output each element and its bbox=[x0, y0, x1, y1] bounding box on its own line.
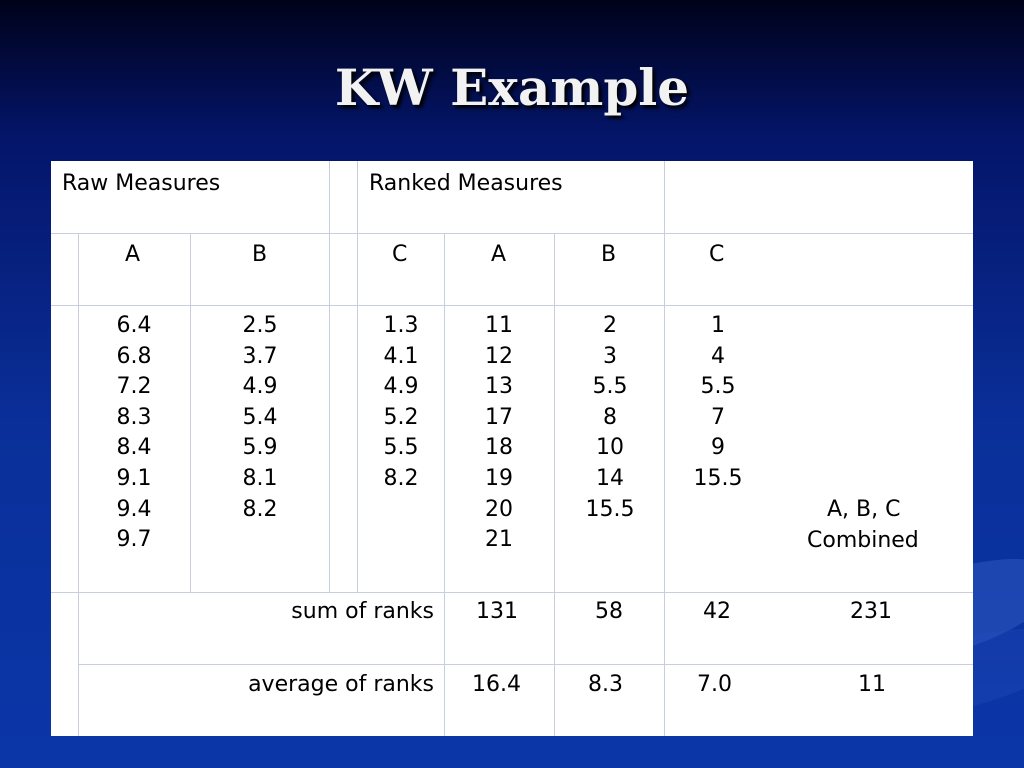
cell: 6.8 bbox=[116, 343, 152, 369]
cell: 20 bbox=[485, 496, 513, 522]
cell: 1.3 bbox=[383, 313, 419, 338]
cell: 5.5 bbox=[383, 435, 419, 461]
cell: 9 bbox=[711, 435, 725, 461]
cell: 8 bbox=[603, 404, 617, 430]
sum-combined: 231 bbox=[850, 599, 892, 624]
avg-combined: 11 bbox=[858, 672, 886, 697]
column-header-rank-c: C bbox=[709, 242, 725, 267]
header-raw-measures: Raw Measures bbox=[62, 171, 221, 196]
cell: 11 bbox=[485, 313, 513, 338]
rank-c-values bbox=[685, 311, 751, 495]
grid-line bbox=[51, 305, 973, 306]
cell: 9.1 bbox=[116, 465, 152, 491]
cell: 7.2 bbox=[116, 374, 152, 400]
cell: 8.1 bbox=[242, 465, 278, 491]
grid-line bbox=[554, 233, 555, 736]
column-header-raw-b: B bbox=[252, 242, 268, 267]
cell: 9.7 bbox=[116, 527, 152, 553]
combined-label: Combined bbox=[807, 528, 919, 553]
grid-line bbox=[357, 161, 358, 592]
cell: 5.5 bbox=[700, 374, 736, 400]
cell: 15.5 bbox=[693, 465, 743, 491]
rank-a-values bbox=[471, 311, 527, 556]
grid-line bbox=[51, 592, 973, 593]
cell: 5.2 bbox=[383, 404, 419, 430]
column-header-rank-b: B bbox=[601, 242, 617, 267]
cell: 8.2 bbox=[383, 465, 419, 491]
avg-a: 16.4 bbox=[472, 672, 521, 697]
average-of-ranks-label: average of ranks bbox=[248, 672, 434, 697]
cell: 15.5 bbox=[585, 496, 635, 522]
cell: 3 bbox=[603, 343, 617, 369]
cell: 4.9 bbox=[383, 374, 419, 400]
column-header-raw-c: C bbox=[392, 242, 408, 267]
cell: 5.9 bbox=[242, 435, 278, 461]
cell: 5.5 bbox=[592, 374, 628, 400]
cell: 12 bbox=[485, 343, 513, 369]
raw-a-values bbox=[108, 311, 160, 556]
cell: 8.4 bbox=[116, 435, 152, 461]
column-header-rank-a: A bbox=[491, 242, 507, 267]
cell: 9.4 bbox=[116, 496, 152, 522]
column-header-raw-a: A bbox=[125, 242, 141, 267]
cell: 19 bbox=[485, 465, 513, 491]
raw-b-values bbox=[234, 311, 286, 525]
grid-line bbox=[444, 233, 445, 736]
sum-c: 42 bbox=[703, 599, 731, 624]
cell: 13 bbox=[485, 374, 513, 400]
cell: 4.9 bbox=[242, 374, 278, 400]
sum-b: 58 bbox=[595, 599, 623, 624]
cell: 8.3 bbox=[116, 404, 152, 430]
raw-c-values bbox=[375, 311, 427, 495]
avg-b: 8.3 bbox=[588, 672, 623, 697]
cell: 17 bbox=[485, 404, 513, 430]
grid-line bbox=[51, 233, 973, 234]
sum-a: 131 bbox=[476, 599, 518, 624]
cell: 5.4 bbox=[242, 404, 278, 430]
cell: 8.2 bbox=[242, 496, 278, 522]
cell: 1 bbox=[711, 313, 725, 338]
combined-label: A, B, C bbox=[827, 497, 901, 522]
cell: 2.5 bbox=[242, 313, 278, 338]
cell: 4 bbox=[711, 343, 725, 369]
cell: 2 bbox=[603, 313, 617, 338]
kw-table bbox=[51, 161, 973, 736]
cell: 6.4 bbox=[116, 313, 152, 338]
cell: 18 bbox=[485, 435, 513, 461]
avg-c: 7.0 bbox=[697, 672, 732, 697]
rank-b-values bbox=[577, 311, 643, 525]
cell: 3.7 bbox=[242, 343, 278, 369]
cell: 4.1 bbox=[383, 343, 419, 369]
cell: 21 bbox=[485, 527, 513, 553]
grid-line bbox=[664, 161, 665, 736]
slide-title: KW Example bbox=[334, 58, 690, 117]
cell: 7 bbox=[711, 404, 725, 430]
cell: 10 bbox=[596, 435, 624, 461]
sum-of-ranks-label: sum of ranks bbox=[291, 599, 434, 624]
grid-line bbox=[78, 664, 973, 665]
header-ranked-measures: Ranked Measures bbox=[369, 171, 563, 196]
cell: 14 bbox=[596, 465, 624, 491]
grid-line bbox=[190, 233, 191, 592]
grid-line bbox=[78, 233, 79, 736]
grid-line bbox=[329, 161, 330, 592]
